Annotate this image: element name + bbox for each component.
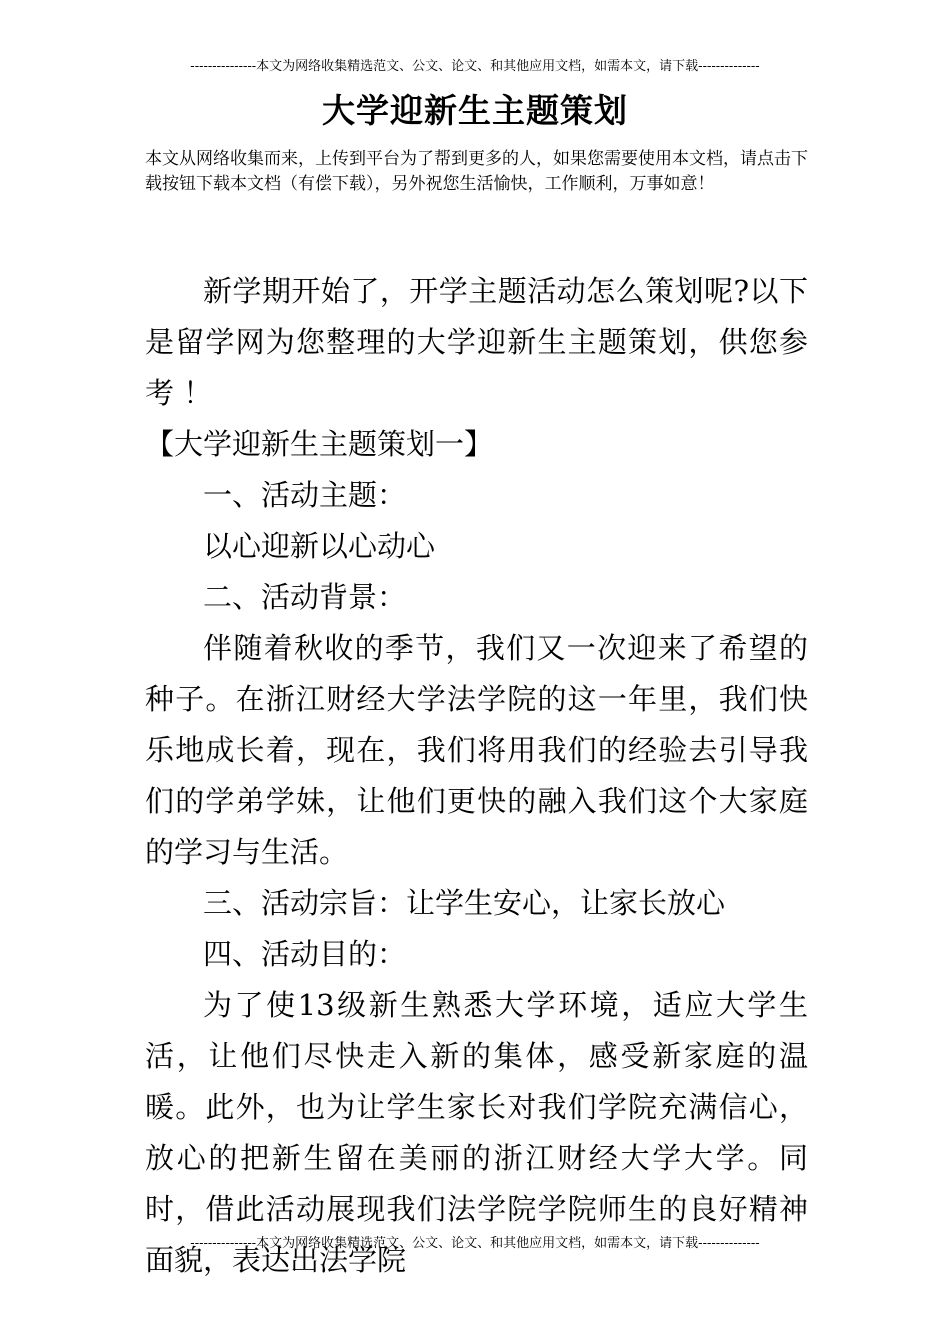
heading-activity-background: 二、活动背景：	[203, 580, 407, 614]
document-title: 大学迎新生主题策划	[322, 91, 628, 130]
heading-activity-goal: 四、活动目的：	[203, 937, 407, 971]
header-banner: ---------------本文为网络收集精选范文、公文、论文、和其他应用文档，如需本文，请下载--------------	[190, 59, 760, 74]
body-paragraph-intro: 新学期开始了，开学主题活动怎么策划呢?以下是留学网为您整理的大学迎新生主题策划，供您参考 ！	[145, 274, 808, 410]
body-paragraph-theme: 以心迎新以心动心	[203, 529, 436, 563]
body-paragraph-goal: 为了使13级新生熟悉大学环境，适应大学生活，让他们尽快走入新的集体，感受新家庭的温暖。此外，也为让学生家长对我们学院充满信心，放心的把新生留在美丽的浙江财经大学大学。同时，借此活动展现我们法学院学院师生的良好精神面貌，表达出法学院	[145, 988, 808, 1277]
section-heading-plan-one: 【大学迎新生主题策划一】	[145, 427, 494, 461]
heading-activity-purpose: 三、活动宗旨：让学生安心，让家长放心	[203, 886, 726, 920]
body-paragraph-background: 伴随着秋收的季节，我们又一次迎来了希望的种子。在浙江财经大学法学院的这一年里，我们快乐地成长着，现在，我们将用我们的经验去引导我们的学弟学妹，让他们更快的融入我们这个大家庭的学习与生活。	[145, 631, 808, 869]
footer-banner: ---------------本文为网络收集精选范文、公文、论文、和其他应用文档，如需本文，请下载--------------	[190, 1236, 760, 1251]
document-body	[145, 266, 808, 1286]
intro-notice: 本文从网络收集而来，上传到平台为了帮到更多的人，如果您需要使用本文档，请点击下载按钮下载本文档（有偿下载），另外祝您生活愉快，工作顺利，万事如意！	[145, 149, 808, 194]
heading-activity-theme: 一、活动主题：	[203, 478, 407, 512]
